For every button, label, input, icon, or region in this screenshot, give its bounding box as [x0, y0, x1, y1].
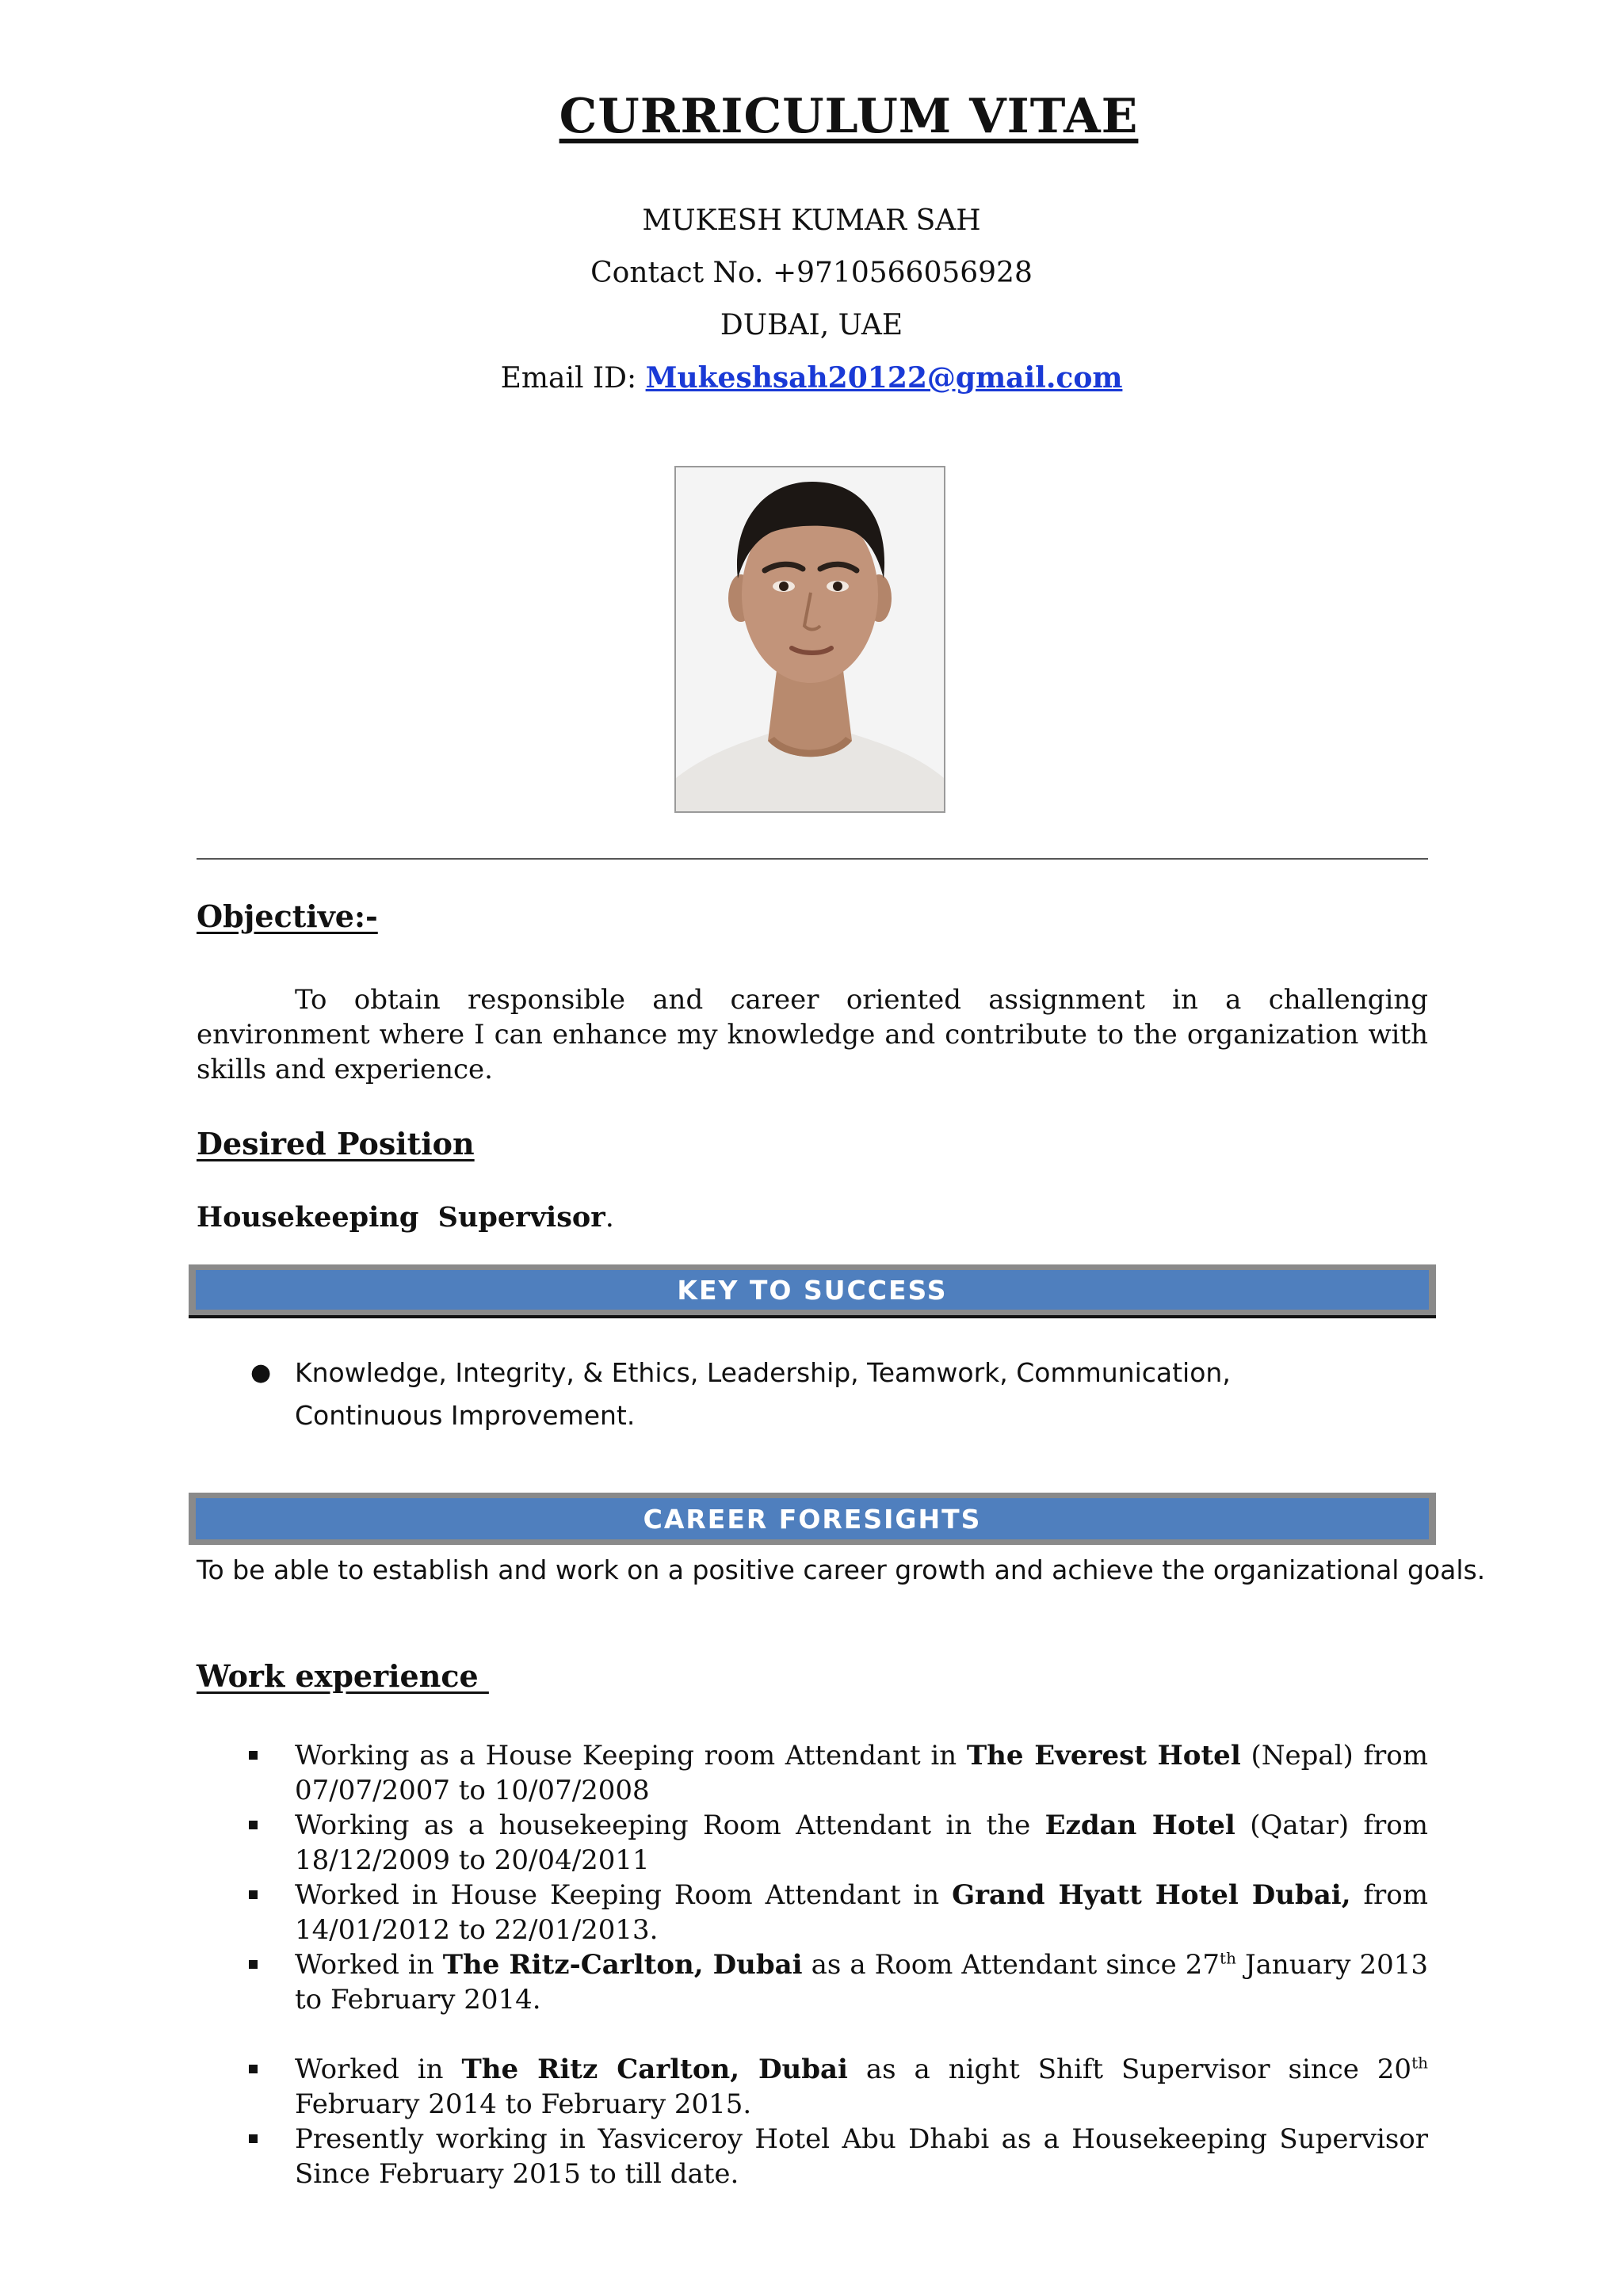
list-item-text — [295, 1808, 1428, 1878]
section-divider — [197, 858, 1428, 860]
hotel-name: Grand Hyatt Hotel Dubai, — [952, 1879, 1351, 1911]
text-segment: Presently working in Yasviceroy Hotel Abu Dhabi as a Housekeeping Supervisor Since February 2015 to till date. — [295, 2123, 1428, 2190]
desired-position-title: Housekeeping Supervisor — [197, 1201, 605, 1234]
square-bullet-icon — [249, 1890, 258, 1899]
list-item — [197, 1808, 1428, 1878]
objective-text: To obtain responsible and career oriented assignment in a challenging environment where I can enhance my knowledge and contribute to the organization with skills and experience. — [197, 984, 1428, 1085]
list-item-text — [295, 1738, 1428, 1808]
square-bullet-icon — [249, 1960, 258, 1969]
list-item — [197, 1878, 1428, 1947]
desired-position-suffix: . — [605, 1202, 614, 1234]
location: DUBAI, UAE — [720, 309, 903, 341]
text-segment: Worked in — [295, 2054, 462, 2085]
text-segment: Working as a House Keeping room Attendant in — [295, 1740, 967, 1772]
work-experience-list — [197, 1738, 1428, 2191]
career-foresights-bar — [189, 1493, 1436, 1545]
square-bullet-icon — [249, 1821, 258, 1829]
hotel-name: The Everest Hotel — [966, 1740, 1241, 1772]
text-segment: as a Room Attendant since 27 — [802, 1949, 1220, 1981]
key-to-success-heading: KEY TO SUCCESS — [196, 1270, 1429, 1310]
list-item — [197, 1947, 1428, 2017]
text-segment: (Qatar) from 18/12/2009 to 20/04/2011 — [295, 1810, 1429, 1876]
text-segment: February 2014 to February 2015. — [295, 2088, 752, 2120]
key-to-success-list — [197, 1352, 1428, 1437]
list-item-text — [295, 1947, 1428, 2017]
spacer — [197, 2017, 1428, 2052]
square-bullet-icon — [249, 1751, 258, 1760]
square-bullet-icon — [249, 2065, 258, 2073]
ordinal-suffix: th — [1411, 2053, 1428, 2073]
career-foresights-heading: CAREER FORESIGHTS — [196, 1498, 1429, 1539]
objective-heading: Objective:- — [197, 898, 378, 934]
work-experience-heading: Work experience — [197, 1658, 489, 1694]
list-item-text — [295, 2052, 1428, 2122]
list-item — [197, 2052, 1428, 2122]
desired-position-heading: Desired Position — [197, 1126, 475, 1161]
square-bullet-icon — [249, 2134, 258, 2143]
bullet-icon: ● — [250, 1359, 272, 1386]
text-segment: from 14/01/2012 to 22/01/2013. — [295, 1879, 1429, 1946]
hotel-name: The Ritz-Carlton, Dubai — [442, 1949, 803, 1981]
text-segment: Worked in — [295, 1949, 443, 1981]
text-segment: Worked in House Keeping Room Attendant in — [295, 1879, 953, 1911]
list-item-text — [295, 1878, 1428, 1947]
contact-number: Contact No. +9710566056928 — [590, 257, 1033, 289]
email-link[interactable]: Mukeshsah20122@gmail.com — [645, 361, 1123, 395]
hotel-name: The Ritz Carlton, Dubai — [461, 2054, 848, 2085]
text-segment: Working as a housekeeping Room Attendant in the — [295, 1810, 1045, 1841]
candidate-name: MUKESH KUMAR SAH — [642, 204, 981, 237]
hotel-name: Ezdan Hotel — [1044, 1810, 1235, 1841]
key-to-success-bar — [189, 1264, 1436, 1318]
ordinal-suffix: th — [1220, 1948, 1236, 1968]
profile-photo — [674, 466, 945, 813]
list-item — [197, 2122, 1428, 2191]
text-segment: (Nepal) from 07/07/2007 to 10/07/2008 — [295, 1740, 1429, 1806]
document-title: CURRICULUM VITAE — [559, 89, 1139, 144]
career-foresights-text: To be able to establish and work on a positive career growth and achieve the organizational goals. — [197, 1554, 1486, 1585]
text-segment: January 2013 to February 2014. — [295, 1949, 1428, 2016]
list-item — [197, 1738, 1428, 1808]
desired-position-value — [197, 1201, 614, 1234]
email-label: Email ID: — [500, 362, 646, 395]
email-line — [0, 361, 1623, 395]
list-item-text: Knowledge, Integrity, & Ethics, Leadership, Teamwork, Communication, Continuous Improvement. — [295, 1357, 1231, 1431]
list-item — [197, 1352, 1428, 1437]
text-segment: as a night Shift Supervisor since 20 — [847, 2054, 1412, 2085]
list-item-text — [295, 2122, 1428, 2191]
